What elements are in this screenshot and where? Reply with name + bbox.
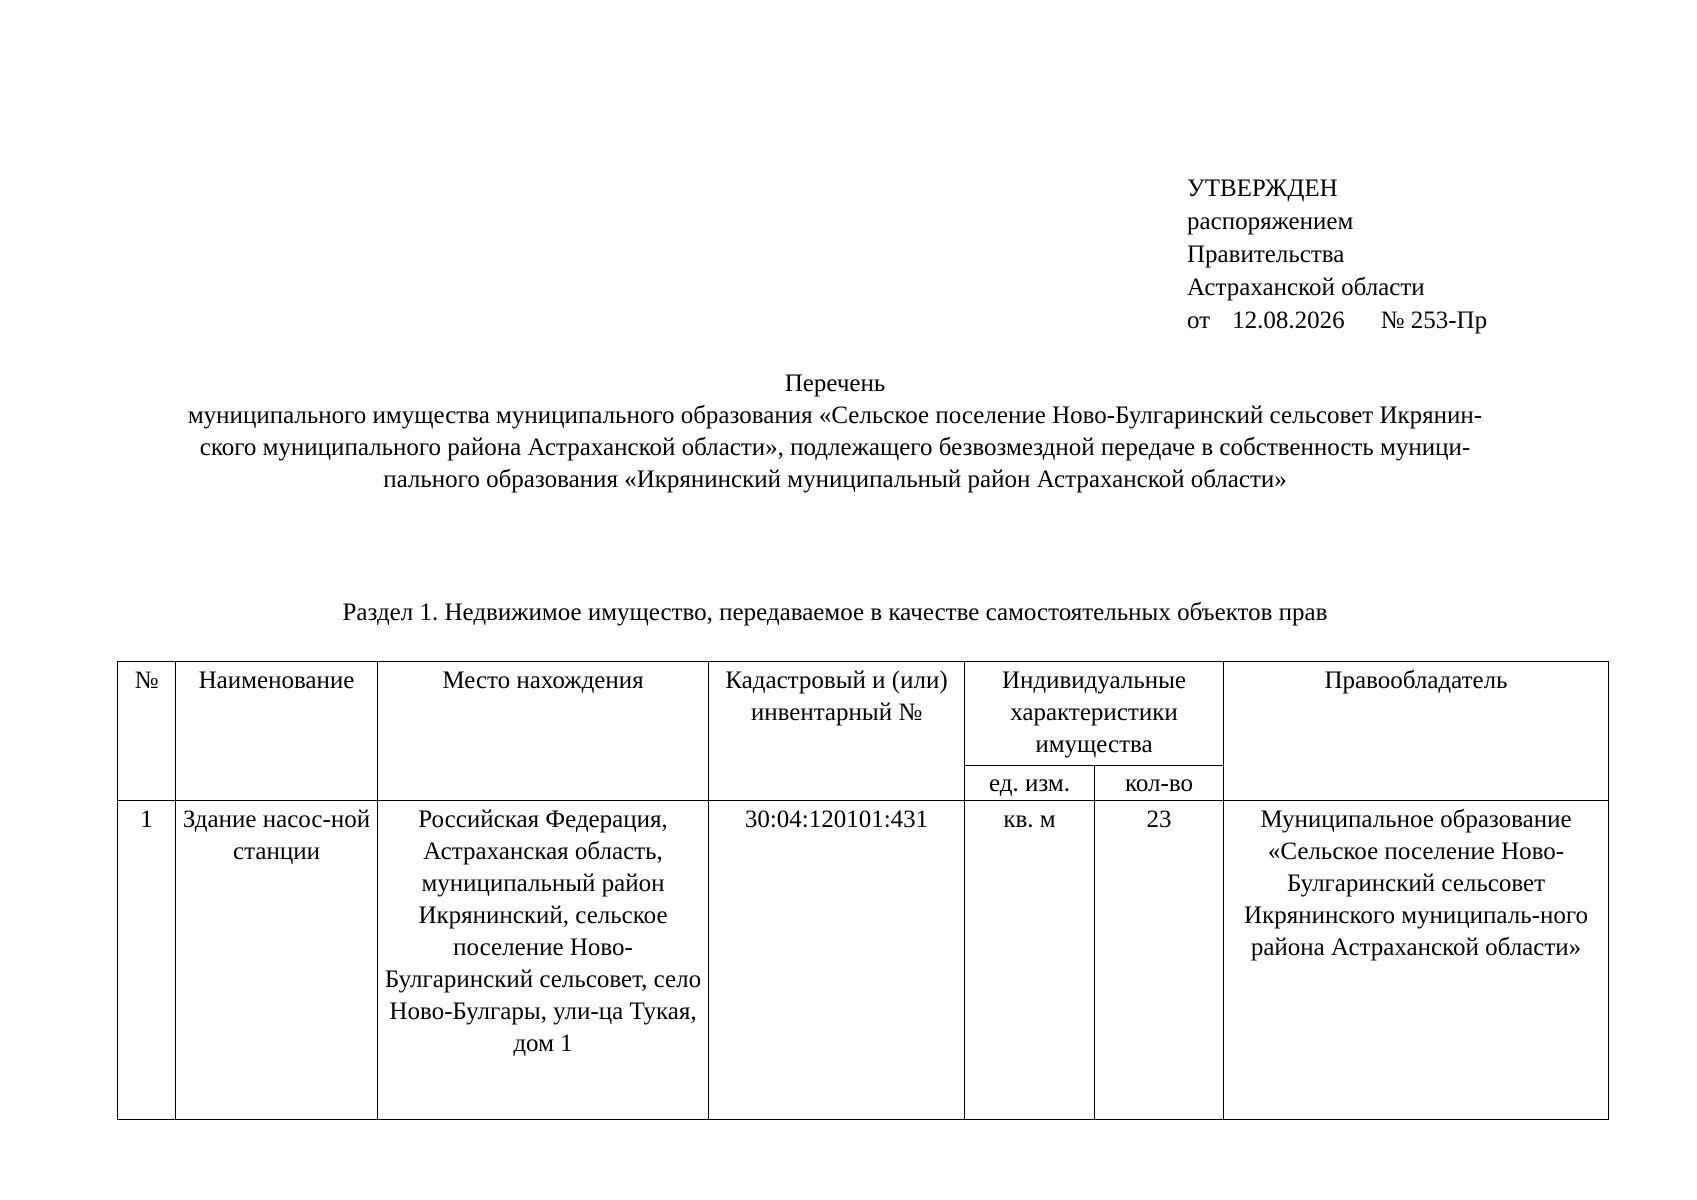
approval-stamp	[1187, 172, 1487, 337]
cell-cadastral: 30:04:120101:431	[709, 801, 965, 1120]
title-line-2: ского муниципального района Астраханской области», подлежащего безвозмездной передаче в собственность муници-	[199, 434, 1471, 461]
section-title: Раздел 1. Недвижимое имущество, передаваемое в качестве самостоятельных объектов прав	[342, 599, 1328, 626]
header-owner: Правообладатель	[1224, 662, 1609, 801]
approval-region: Астраханской области	[1187, 274, 1425, 301]
header-name: Наименование	[176, 662, 378, 801]
title-line-1: муниципального имущества муниципального образования «Сельское поселение Ново-Булгаринский сельсовет Икрянин-	[187, 402, 1483, 429]
property-table	[117, 661, 1609, 1120]
header-unit: ед. изм.	[965, 766, 1095, 801]
header-characteristics: Индивидуальные характеристики имущества	[965, 662, 1224, 766]
table-row	[118, 801, 1609, 1120]
document-title	[100, 368, 1570, 496]
header-cadastral: Кадастровый и (или) инвентарный №	[709, 662, 965, 801]
cell-num: 1	[118, 801, 176, 1120]
cell-owner: Муниципальное образование «Сельское поселение Ново-Булгаринский сельсовет Икрянинского муниципаль-ного района Астраханской области»	[1224, 801, 1609, 1120]
approval-number: № 253-Пр	[1380, 307, 1488, 334]
cell-location: Российская Федерация, Астраханская область, муниципальный район Икрянинский, сельское поселение Ново-Булгаринский сельсовет, село Ново-Булгары, ули-ца Тукая, дом 1	[378, 801, 709, 1120]
cell-name: Здание насос-ной станции	[176, 801, 378, 1120]
cell-qty: 23	[1095, 801, 1224, 1120]
approval-title: УТВЕРЖДЕН	[1187, 175, 1338, 202]
approval-by-order: распоряжением	[1187, 208, 1354, 235]
approval-government: Правительства	[1187, 241, 1345, 268]
title-heading: Перечень	[784, 370, 886, 397]
title-line-3: пального образования «Икрянинский муниципальный район Астраханской области»	[383, 466, 1287, 493]
cell-unit: кв. м	[965, 801, 1095, 1120]
header-qty: кол-во	[1095, 766, 1224, 801]
approval-from: от	[1187, 307, 1211, 334]
header-num: №	[118, 662, 176, 801]
approval-date-line	[1187, 304, 1487, 337]
approval-date: 12.08.2026	[1232, 307, 1345, 334]
header-location: Место нахождения	[378, 662, 709, 801]
